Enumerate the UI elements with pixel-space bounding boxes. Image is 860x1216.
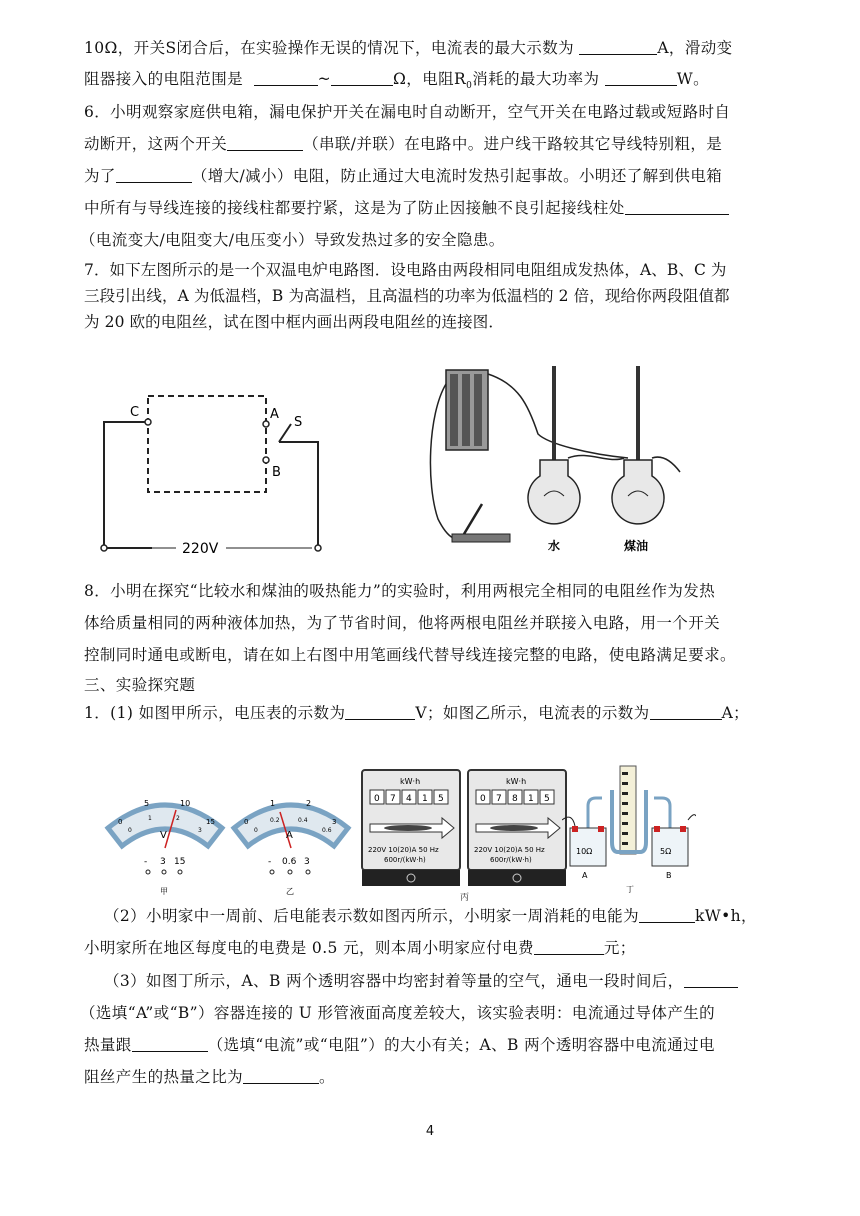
text: 小明家所在地区每度电的电费是 0.5 元，则本周小明家应付电费 bbox=[84, 939, 534, 957]
digit: 0 bbox=[480, 794, 486, 804]
text: 。 bbox=[319, 1068, 335, 1086]
label-b: B bbox=[666, 871, 672, 880]
terminal bbox=[101, 545, 107, 551]
text: Ω，电阻R bbox=[393, 70, 467, 88]
text-line-8 bbox=[84, 260, 727, 280]
text-line-16 bbox=[84, 938, 636, 958]
spec-label: 220V 10(20)A 50 Hz bbox=[368, 846, 439, 854]
text: 三、实验探究题 bbox=[84, 676, 196, 694]
text-line-11 bbox=[84, 581, 715, 601]
wire bbox=[104, 422, 152, 548]
text: 消耗的最大功率为 bbox=[472, 70, 605, 88]
text: 阻器接入的电阻范围是 bbox=[84, 70, 249, 88]
text-line-6 bbox=[84, 198, 729, 218]
ruler bbox=[620, 766, 636, 854]
energy-meter-before bbox=[360, 768, 462, 890]
text: 7．如下左图所示的是一个双温电炉电路图．设电路由两段相同电阻组成发热体，A、B、C 为 bbox=[84, 261, 727, 279]
rotating-disk bbox=[384, 825, 432, 831]
text-line-14 bbox=[84, 703, 749, 723]
text: 为 20 欧的电阻丝，试在图中框内画出两段电阻丝的连接图． bbox=[84, 313, 504, 331]
label-a: A bbox=[270, 407, 279, 422]
answer-blank[interactable] bbox=[227, 134, 303, 151]
text-line-5 bbox=[84, 166, 722, 186]
label-a: A bbox=[582, 871, 588, 880]
unit-label: kW·h bbox=[506, 777, 527, 786]
terminal-a bbox=[263, 421, 269, 427]
text: 8．小明在探究“比较水和煤油的吸热能力”的实验时，利用两根完全相同的电阻丝作为发热 bbox=[84, 582, 716, 600]
terminal bbox=[680, 826, 686, 832]
text: 体给质量相同的两种液体加热，为了节省时间，他将两根电阻丝并联接入电路，用一个开关 bbox=[84, 614, 721, 632]
text-line-7 bbox=[80, 230, 505, 250]
voltmeter-figure bbox=[104, 788, 226, 898]
text-line-4 bbox=[84, 134, 722, 154]
furnace-circuit-diagram bbox=[96, 372, 336, 562]
water-label: 水 bbox=[548, 539, 561, 553]
energy-meter-after bbox=[466, 768, 568, 890]
answer-blank[interactable] bbox=[625, 198, 729, 215]
terminal-label: 15 bbox=[174, 857, 186, 867]
spec-label: 600r/(kW·h) bbox=[490, 856, 532, 864]
digit: 0 bbox=[374, 794, 380, 804]
answer-blank[interactable] bbox=[243, 1067, 319, 1084]
scale-label: 5 bbox=[144, 799, 150, 808]
scale-label: 3 bbox=[332, 818, 337, 826]
terminal-knob bbox=[162, 870, 166, 874]
label-c: C bbox=[130, 405, 140, 420]
joule-heating-apparatus bbox=[562, 762, 696, 898]
digit: 1 bbox=[422, 794, 428, 804]
scale-label: 2 bbox=[306, 799, 312, 808]
unit-label: kW·h bbox=[400, 777, 421, 786]
answer-blank[interactable] bbox=[254, 69, 318, 86]
figure-caption: 丁 bbox=[626, 885, 634, 894]
answer-blank[interactable] bbox=[132, 1035, 208, 1052]
battery-cell bbox=[474, 374, 482, 446]
text-line-17 bbox=[104, 971, 738, 991]
terminal-c bbox=[145, 419, 151, 425]
meter-base bbox=[468, 870, 566, 886]
digit: 1 bbox=[528, 794, 534, 804]
terminal bbox=[598, 826, 604, 832]
switch-lever[interactable] bbox=[464, 504, 482, 534]
text: （增大/减小）电阻，防止通过大电流时发热引起事故。小明还了解到供电箱 bbox=[191, 167, 723, 185]
page-number: 4 bbox=[425, 1124, 435, 1139]
scale-label: 0.4 bbox=[298, 817, 308, 824]
digit: 5 bbox=[544, 794, 550, 804]
text-line-12 bbox=[84, 613, 720, 633]
wire bbox=[562, 817, 575, 826]
text: A； bbox=[721, 704, 750, 722]
terminal-label: 3 bbox=[160, 857, 166, 867]
scale-label: 0.2 bbox=[270, 817, 280, 824]
flask-kerosene bbox=[612, 460, 664, 524]
spec-label: 220V 10(20)A 50 Hz bbox=[474, 846, 545, 854]
text-line-19 bbox=[84, 1035, 715, 1055]
spec-label: 600r/(kW·h) bbox=[384, 856, 426, 864]
text: 动断开，这两个开关 bbox=[84, 135, 228, 153]
battery-cell bbox=[462, 374, 470, 446]
text: （选填“电流”或“电阻”）的大小有关；A、B 两个透明容器中电流通过电 bbox=[207, 1036, 715, 1054]
tube bbox=[654, 798, 670, 828]
text: kW•h， bbox=[694, 907, 757, 925]
label-s: S bbox=[294, 415, 303, 430]
meter-base bbox=[362, 870, 460, 886]
text-line-18 bbox=[80, 1003, 715, 1023]
section-heading bbox=[84, 675, 195, 695]
text: （电流变大/电阻变大/电压变小）导致发热过多的安全隐患。 bbox=[80, 231, 505, 249]
scale-label: 0 bbox=[128, 827, 132, 834]
terminal-b bbox=[263, 457, 269, 463]
terminal bbox=[572, 826, 578, 832]
answer-blank[interactable] bbox=[579, 38, 657, 55]
text-line-2 bbox=[84, 69, 709, 96]
scale-label: 3 bbox=[198, 827, 202, 834]
water-kerosene-apparatus bbox=[428, 354, 688, 578]
switch-blade bbox=[279, 424, 291, 442]
terminal bbox=[654, 826, 660, 832]
terminal-label: - bbox=[144, 857, 148, 867]
terminal-knob bbox=[306, 870, 310, 874]
text: 为了 bbox=[84, 167, 116, 185]
scale-label: 1 bbox=[270, 799, 276, 808]
digit: 8 bbox=[512, 794, 518, 804]
unit-label: V bbox=[160, 830, 167, 841]
terminal bbox=[315, 545, 321, 551]
text: V；如图乙所示，电流表的示数为 bbox=[415, 704, 650, 722]
answer-blank[interactable] bbox=[684, 971, 738, 988]
scale-label: 0 bbox=[244, 818, 249, 826]
answer-blank[interactable] bbox=[605, 69, 677, 86]
terminal-knob bbox=[288, 870, 292, 874]
text: A，滑动变 bbox=[657, 39, 733, 57]
text-line-3 bbox=[84, 102, 730, 122]
voltage-label: 220V bbox=[182, 541, 219, 557]
scale-label: 0 bbox=[118, 818, 123, 826]
digit: 4 bbox=[406, 794, 412, 804]
scale-label: 15 bbox=[206, 818, 215, 826]
figure-caption: 丙 bbox=[460, 893, 470, 903]
text: （串联/并联）在电路中。进户线干路较其它导线特别粗，是 bbox=[303, 135, 723, 153]
answer-blank[interactable] bbox=[534, 938, 604, 955]
scale-label: 0.6 bbox=[322, 827, 332, 834]
figure-caption: 乙 bbox=[286, 887, 294, 896]
terminal-label: 3 bbox=[304, 857, 310, 867]
digit: 5 bbox=[438, 794, 444, 804]
scale-label: 10 bbox=[180, 799, 191, 808]
text: 1．(1) 如图甲所示，电压表的示数为 bbox=[84, 704, 346, 722]
subscript: 0 bbox=[466, 81, 473, 92]
answer-blank[interactable] bbox=[331, 69, 393, 86]
text: （2）小明家中一周前、后电能表示数如图丙所示，小明家一周消耗的电能为 bbox=[104, 907, 639, 925]
wire bbox=[279, 442, 318, 548]
battery-cell bbox=[450, 374, 458, 446]
text: 三段引出线，A 为低温档，B 为高温档，且高温档的功率为低温档的 2 倍，现给你两段阻值都 bbox=[84, 287, 730, 305]
terminal-knob bbox=[146, 870, 150, 874]
text: ~ bbox=[317, 70, 332, 88]
scale-label: 2 bbox=[176, 815, 180, 822]
ammeter-figure bbox=[230, 788, 352, 898]
heater-box[interactable] bbox=[148, 396, 266, 492]
text: 控制同时通电或断电，请在如上右图中用笔画线代替导线连接完整的电路，使电路满足要求。 bbox=[84, 646, 736, 664]
text: 热量跟 bbox=[84, 1036, 132, 1054]
unit-label: A bbox=[286, 830, 293, 841]
resistor-b-label: 5Ω bbox=[660, 847, 672, 856]
digit-counter bbox=[476, 790, 554, 804]
flask-water bbox=[528, 460, 580, 524]
text: 元； bbox=[603, 939, 636, 957]
terminal-knob bbox=[270, 870, 274, 874]
scale-label: 0 bbox=[254, 827, 258, 834]
text: （选填“A”或“B”）容器连接的 U 形管液面高度差较大，该实验表明：电流通过导体产生的 bbox=[80, 1004, 716, 1022]
text-line-9 bbox=[84, 286, 730, 306]
text: 中所有与导线连接的接线柱都要拧紧，这是为了防止因接触不良引起接线柱处 bbox=[84, 199, 625, 217]
terminal-label: 0.6 bbox=[282, 857, 297, 867]
wire bbox=[688, 815, 696, 820]
terminal-knob bbox=[178, 870, 182, 874]
text: 6．小明观察家庭供电箱，漏电保护开关在漏电时自动断开，空气开关在电路过载或短路时自 bbox=[84, 103, 731, 121]
kerosene-label: 煤油 bbox=[624, 539, 649, 553]
text-line-20 bbox=[84, 1067, 335, 1087]
scale-label: 1 bbox=[148, 815, 152, 822]
text-line-15 bbox=[104, 906, 757, 926]
rotating-disk bbox=[490, 825, 538, 831]
switch-base[interactable] bbox=[452, 534, 510, 542]
text: W。 bbox=[676, 70, 709, 88]
text-line-13 bbox=[84, 645, 736, 665]
answer-blank[interactable] bbox=[650, 703, 722, 720]
answer-blank[interactable] bbox=[116, 166, 192, 183]
text: 阻丝产生的热量之比为 bbox=[84, 1068, 244, 1086]
terminal-label: - bbox=[268, 857, 272, 867]
answer-blank[interactable] bbox=[639, 906, 695, 923]
text: 10Ω，开关S闭合后，在实验操作无误的情况下，电流表的最大示数为 bbox=[84, 39, 580, 57]
digit: 7 bbox=[496, 794, 502, 804]
figure-caption: 甲 bbox=[160, 887, 168, 896]
resistor-a-label: 10Ω bbox=[576, 847, 593, 856]
tube bbox=[588, 798, 602, 828]
label-b: B bbox=[272, 465, 281, 480]
text-line-10 bbox=[84, 312, 504, 332]
wire bbox=[652, 457, 680, 472]
answer-blank[interactable] bbox=[345, 703, 415, 720]
text-line-1 bbox=[84, 38, 733, 58]
digit-counter bbox=[370, 790, 448, 804]
digit: 7 bbox=[390, 794, 396, 804]
text: （3）如图丁所示，A、B 两个透明容器中均密封着等量的空气，通电一段时间后， bbox=[104, 972, 684, 990]
wire bbox=[488, 374, 628, 458]
